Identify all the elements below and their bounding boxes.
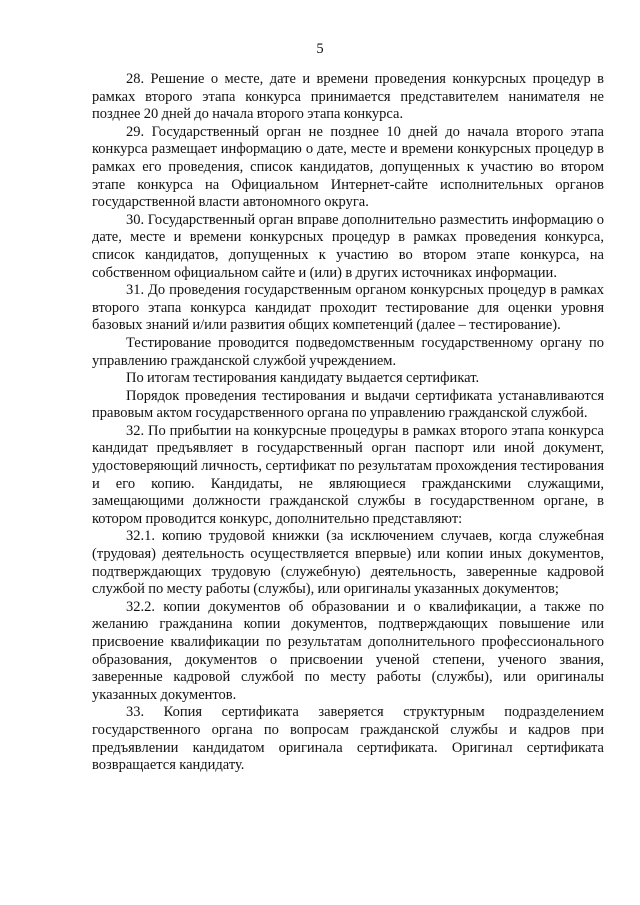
paragraph-32-2: 32.2. копии документов об образовании и о квалификации, а также по желанию гражданина копии документов, подтверждающих повышение или присвоение квалификации по результатам дополнительного профессионального образования, документов о присвоении ученой степени, ученого звания, заверенные кадровой службой по месту работы (службы), или оригиналы указанных документов. <box>92 598 604 703</box>
paragraph-testing-provider: Тестирование проводится подведомственным государственному органу по управлению гражданской службой учреждением. <box>92 334 604 369</box>
paragraph-32-1: 32.1. копию трудовой книжки (за исключением случаев, когда служебная (трудовая) деятельность осуществляется впервые) или копии иных документов, подтверждающих трудовую (служебную) деятельность, заверенные кадровой службой по месту работы (службы), или оригиналы указанных документов; <box>92 528 604 598</box>
paragraph-32: 32. По прибытии на конкурсные процедуры в рамках второго этапа конкурса кандидат предъявляет в государственный орган паспорт или иной документ, удостоверяющий личность, сертификат по результатам прохождения тестирования и его копию. Кандидаты, не являющиеся гражданскими служащими, замещающими должности гражданской службы в государственном органе, в котором проводится конкурс, дополнительно представляют: <box>92 422 604 527</box>
paragraph-28: 28. Решение о месте, дате и времени проведения конкурсных процедур в рамках второго этапа конкурса принимается представителем нанимателя не позднее 20 дней до начала второго этапа конкурса. <box>92 71 604 123</box>
paragraph-29: 29. Государственный орган не позднее 10 дней до начала второго этапа конкурса размещает информацию о дате, месте и времени конкурсных процедур в рамках его проведения, список кандидатов, допущенных к участию во втором этапе конкурса на Официальном Интернет-сайте исполнительных органов государственной власти автономного округа. <box>92 123 604 211</box>
document-body <box>92 71 604 775</box>
paragraph-certificate-issue: По итогам тестирования кандидату выдается сертификат. <box>126 370 480 387</box>
paragraph-testing-procedure: Порядок проведения тестирования и выдачи сертификата устанавливаются правовым актом государственного органа по управлению гражданской службой. <box>92 387 604 422</box>
paragraph-30: 30. Государственный орган вправе дополнительно разместить информацию о дате, месте и времени конкурсных процедур в рамках проведения конкурса, список кандидатов, допущенных к участию во втором этапе конкурса, на собственном официальном сайте и (или) в других источниках информации. <box>92 211 604 281</box>
page-number: 5 <box>316 41 324 57</box>
paragraph-31: 31. До проведения государственным органом конкурсных процедур в рамках второго этапа конкурса кандидат проходит тестирование для оценки уровня базовых знаний и/или развития общих компетенций (далее – тестирование). <box>92 282 604 334</box>
paragraph-33: 33. Копия сертификата заверяется структурным подразделением государственного органа по вопросам гражданской службы и кадров при предъявлении кандидатом оригинала сертификата. Оригинал сертификата возвращается кандидату. <box>92 704 604 774</box>
